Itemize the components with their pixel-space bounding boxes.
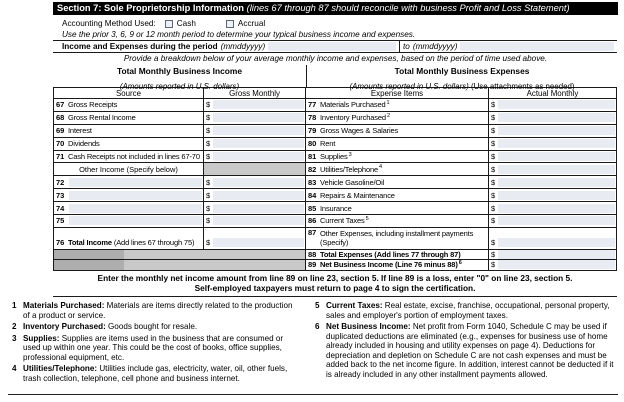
actual-monthly-column-header: Actual Monthly — [489, 88, 617, 99]
line-76-number: 76 — [56, 238, 65, 248]
footnote-text: Inventory Purchased: Goods bought for resale. — [23, 322, 198, 332]
line-74-label — [54, 202, 204, 215]
footnote-number: 6 — [315, 322, 320, 332]
footnotes — [12, 301, 618, 385]
period-to-section — [399, 41, 617, 52]
line-72-amount-cell — [204, 176, 306, 189]
footnote-number: 2 — [12, 322, 17, 332]
line-81-text: Supplies$^3$ — [320, 151, 352, 161]
dollar-sign: $ — [206, 100, 211, 110]
line-67-label — [54, 99, 204, 112]
dollar-sign: $ — [491, 139, 496, 149]
dollar-sign: $ — [491, 260, 496, 270]
footnote-item-2 — [12, 322, 299, 332]
line-80-label — [306, 138, 489, 151]
line-74-number: 74 — [56, 203, 65, 213]
instructions-block — [53, 271, 617, 298]
line-89-amount-cell — [489, 260, 617, 270]
line-71-amount-cell — [204, 151, 306, 164]
period-format-hint: (mmddyyyy) — [220, 42, 266, 51]
line-78-number: 78 — [308, 113, 317, 123]
dollar-sign: $ — [206, 113, 211, 123]
line-73-description-field[interactable] — [69, 191, 202, 200]
unused-shaded-cell — [204, 163, 306, 176]
line-69-number: 69 — [56, 126, 65, 136]
section-title: Section 7: Sole Proprietorship Information — [57, 3, 244, 13]
line-75-label — [54, 215, 204, 228]
line-68-text: Gross Rental Income — [68, 113, 136, 123]
dollar-sign: $ — [491, 177, 496, 187]
line-67-text: Gross Receipts — [68, 100, 118, 110]
line-71-number: 71 — [56, 152, 65, 161]
line-85-label — [306, 202, 489, 215]
dollar-sign: $ — [491, 190, 496, 200]
line-72-label — [54, 176, 204, 189]
line-84-amount-field[interactable] — [498, 191, 615, 200]
line-87-amount-field[interactable] — [498, 238, 615, 247]
cash-checkbox-label: Cash — [176, 19, 196, 28]
line-71-text: Cash Receipts not included in lines 67-70 — [68, 152, 200, 161]
period-from-section — [53, 41, 399, 52]
section-note: (lines 67 through 87 should reconcile with business Profit and Loss Statement) — [246, 3, 570, 13]
line-78-amount-field[interactable] — [498, 113, 615, 122]
line-67-amount-cell — [204, 99, 306, 112]
line-68-amount-field[interactable] — [213, 113, 304, 122]
line-75-number: 75 — [56, 216, 65, 226]
line-76-amount-field[interactable] — [213, 238, 304, 247]
footnotes-right-column — [315, 301, 618, 385]
accounting-method-row — [62, 18, 618, 29]
line-88-label — [306, 250, 489, 260]
line-77-text: Materials Purchased$^1$ — [320, 99, 390, 110]
period-to-field[interactable] — [460, 42, 614, 52]
dollar-sign: $ — [491, 100, 496, 110]
line-84-label — [306, 189, 489, 202]
line-82-number: 82 — [308, 164, 317, 174]
line-67-amount-field[interactable] — [213, 100, 304, 109]
line-85-text: Insurance — [320, 203, 352, 213]
expense-group-subtitle-italic: (Amounts reported in U.S. dollars) — [349, 82, 469, 91]
line-81-amount-field[interactable] — [498, 152, 615, 161]
dollar-sign: $ — [206, 203, 211, 213]
line-69-amount-cell — [204, 125, 306, 138]
footnote-text: Supplies: Supplies are items used in the business that are consumed or used up within one year. This could be the cost of books, office supplies, professional equipment, etc. — [23, 333, 284, 362]
unused-shaded-cell — [54, 260, 306, 270]
line-68-label — [54, 112, 204, 125]
line-86-label — [306, 215, 489, 228]
dollar-sign: $ — [491, 238, 496, 248]
line-73-label — [54, 189, 204, 202]
income-group-title: Total Monthly Business Income — [116, 66, 243, 76]
dollar-sign: $ — [206, 126, 211, 136]
section-header-bar — [53, 2, 618, 15]
footnote-text: Net Business Income: Net profit from Form 1040, Schedule C may be used if duplicated deductions are eliminated (e.g., expenses for business use of home already included in housing and utility expenses on page 4). Deductions for depreciation and depletion on Schedule C are not cash expenses and must be added back to the net income figure. In addition, interest cannot be deducted if it is already included in any other installment payments allowed. — [326, 322, 614, 379]
group-headers — [53, 65, 617, 91]
line-76-text: Total Income (Add lines 67 through 75) — [68, 238, 195, 248]
column-header-row — [53, 87, 617, 99]
line-68-amount-cell — [204, 112, 306, 125]
line-77-label — [306, 99, 489, 112]
footnote-item-5 — [315, 301, 618, 320]
line-73-number: 73 — [56, 190, 65, 200]
line-71-amount-field[interactable] — [213, 152, 304, 161]
footnote-number: 3 — [12, 333, 17, 343]
line-75-amount-cell — [204, 215, 306, 228]
line-78-amount-cell — [489, 112, 617, 125]
page-bottom-divider — [8, 394, 618, 395]
instructions-line-2: Self-employed taxpayers must return to page 4 to sign the certification. — [194, 283, 476, 294]
line-89-text: Net Business Income (Line 76 minus 88)$^6$ — [320, 260, 462, 270]
dollar-sign: $ — [206, 190, 211, 200]
line-87-label — [306, 228, 489, 250]
accounting-method-label: Accounting Method Used: — [62, 19, 156, 28]
line-85-number: 85 — [308, 203, 317, 213]
dollar-sign: $ — [491, 126, 496, 136]
line-73-amount-cell — [204, 189, 306, 202]
line-67-number: 67 — [56, 100, 65, 110]
period-row — [53, 40, 617, 53]
line-83-amount-field[interactable] — [498, 178, 615, 187]
line-78-label — [306, 112, 489, 125]
line-89-amount-field[interactable] — [498, 260, 615, 269]
line-70-amount-cell — [204, 138, 306, 151]
accrual-checkbox[interactable] — [226, 20, 234, 28]
line-77-amount-field[interactable] — [498, 100, 615, 109]
dollar-sign: $ — [206, 216, 211, 226]
line-77-number: 77 — [308, 100, 317, 110]
line-72-number: 72 — [56, 177, 65, 187]
line-83-label — [306, 176, 489, 189]
expense-group-header — [306, 65, 617, 91]
line-79-label — [306, 125, 489, 138]
footnote-text: Current Taxes: Real estate, excise, franchise, occupational, personal property, sales and employer's portion of employment taxes. — [326, 301, 610, 320]
line-75-description-field[interactable] — [69, 216, 202, 225]
dollar-sign: $ — [491, 216, 496, 226]
line-84-text: Repairs & Maintenance — [320, 190, 395, 200]
unused-shaded-cell — [54, 250, 306, 260]
line-73-amount-field[interactable] — [213, 191, 304, 200]
line-87-number: 87 — [308, 227, 317, 237]
gross-monthly-column-header: Gross Monthly — [204, 88, 306, 99]
line-88-amount-field[interactable] — [498, 250, 615, 259]
footnote-number: 1 — [12, 301, 17, 311]
line-79-amount-cell — [489, 125, 617, 138]
footnote-item-3 — [12, 334, 299, 363]
line-71-label — [54, 151, 204, 164]
line-87-amount-cell — [489, 228, 617, 250]
line-70-text: Dividends — [68, 139, 100, 149]
line-81-amount-cell — [489, 151, 617, 164]
expense-items-column-header: Expense Items — [306, 88, 489, 99]
accrual-checkbox-label: Accrual — [237, 19, 266, 28]
breakdown-note: Provide a breakdown below of your average monthly income and expenses, based on the period of time used above. — [123, 54, 548, 63]
line-76-label — [54, 228, 204, 250]
income-group-header — [53, 65, 306, 91]
footnote-item-4 — [12, 364, 299, 383]
period-from-field[interactable] — [268, 42, 396, 52]
line-74-description-field[interactable] — [69, 204, 202, 213]
dollar-sign: $ — [491, 164, 496, 174]
line-83-amount-cell — [489, 176, 617, 189]
line-82-text: Utilities/Telephone$^4$ — [320, 164, 382, 174]
dollar-sign: $ — [491, 113, 496, 123]
line-74-amount-cell — [204, 202, 306, 215]
line-69-amount-field[interactable] — [213, 126, 304, 135]
line-72-amount-field[interactable] — [213, 178, 304, 187]
dollar-sign: $ — [491, 203, 496, 213]
line-68-number: 68 — [56, 113, 65, 123]
line-88-number: 88 — [308, 250, 317, 260]
source-column-header: Source — [54, 88, 204, 99]
line-81-label — [306, 151, 489, 164]
line-86-amount-cell — [489, 215, 617, 228]
line-74-amount-field[interactable] — [213, 204, 304, 213]
dollar-sign: $ — [491, 152, 496, 161]
period-label: Income and Expenses during the period — [62, 42, 218, 51]
income-group-subtitle: (Amounts reported in U.S. dollars) — [119, 82, 240, 91]
line-81-number: 81 — [308, 152, 317, 161]
instructions-line-1: Enter the monthly net income amount from line 89 on line 23, section 5. If line 89 is a loss, enter "0" on line 23, section 5. — [97, 272, 573, 283]
line-75-amount-field[interactable] — [213, 216, 304, 225]
line-69-text: Interest — [68, 126, 92, 136]
footnote-text: Materials Purchased: Materials are items directly related to the production of a product or service. — [23, 301, 293, 320]
line-78-text: Inventory Purchased$^2$ — [320, 112, 390, 123]
line-89-number: 89 — [308, 260, 317, 270]
period-to-label: to — [403, 42, 410, 51]
line-70-number: 70 — [56, 139, 65, 149]
line-79-text: Gross Wages & Salaries — [320, 126, 399, 136]
line-70-label — [54, 138, 204, 151]
line-72-description-field[interactable] — [69, 178, 202, 187]
line-85-amount-field[interactable] — [498, 204, 615, 213]
footnote-text: Utilities/Telephone: Utilities include gas, electricity, water, oil, other fuels, trash collection, telephone, cell phone and business internet. — [23, 364, 288, 383]
dollar-sign: $ — [491, 250, 496, 260]
footnote-item-1 — [12, 301, 299, 320]
line-82-amount-cell — [489, 163, 617, 176]
line-79-number: 79 — [308, 126, 317, 136]
line-89-label — [306, 260, 489, 270]
line-69-label — [54, 125, 204, 138]
line-80-number: 80 — [308, 139, 317, 149]
footnote-number: 4 — [12, 364, 17, 374]
footnote-item-6 — [315, 322, 618, 379]
footnote-number: 5 — [315, 301, 320, 311]
dollar-sign: $ — [206, 139, 211, 149]
dollar-sign: $ — [206, 152, 211, 161]
income-expense-table — [53, 99, 617, 271]
line-84-number: 84 — [308, 190, 317, 200]
dollar-sign: $ — [206, 177, 211, 187]
expense-group-title: Total Monthly Business Expenses — [394, 66, 530, 76]
line-70-amount-field[interactable] — [213, 139, 304, 148]
line-83-number: 83 — [308, 177, 317, 187]
other-income-header: Other Income (Specify below) — [54, 163, 204, 176]
prior-period-note: Use the prior 3, 6, 9 or 12 month period to determine your typical business income and expenses. — [62, 30, 416, 39]
line-85-amount-cell — [489, 202, 617, 215]
period-to-format-hint: (mmddyyyy) — [412, 42, 458, 51]
line-88-text: Total Expenses (Add lines 77 through 87) — [320, 250, 461, 260]
line-80-amount-field[interactable] — [498, 139, 615, 148]
line-86-number: 86 — [308, 216, 317, 226]
line-82-amount-field[interactable] — [498, 165, 615, 174]
line-80-amount-cell — [489, 138, 617, 151]
cash-checkbox[interactable] — [165, 20, 173, 28]
expense-group-subtitle-plain: (Use attachments as needed) — [470, 82, 575, 91]
line-86-text: Current Taxes$^5$ — [320, 215, 369, 226]
line-82-label — [306, 163, 489, 176]
line-86-amount-field[interactable] — [498, 216, 615, 225]
line-79-amount-field[interactable] — [498, 126, 615, 135]
line-83-text: Vehicle Gasoline/Oil — [320, 177, 385, 187]
line-76-amount-cell — [204, 228, 306, 250]
line-88-amount-cell — [489, 250, 617, 260]
dollar-sign: $ — [206, 238, 211, 248]
footnotes-left-column — [12, 301, 299, 385]
line-87-text: Other Expenses, including installment payments (Specify) — [320, 228, 474, 248]
line-80-text: Rent — [320, 139, 336, 149]
line-84-amount-cell — [489, 189, 617, 202]
line-77-amount-cell — [489, 99, 617, 112]
